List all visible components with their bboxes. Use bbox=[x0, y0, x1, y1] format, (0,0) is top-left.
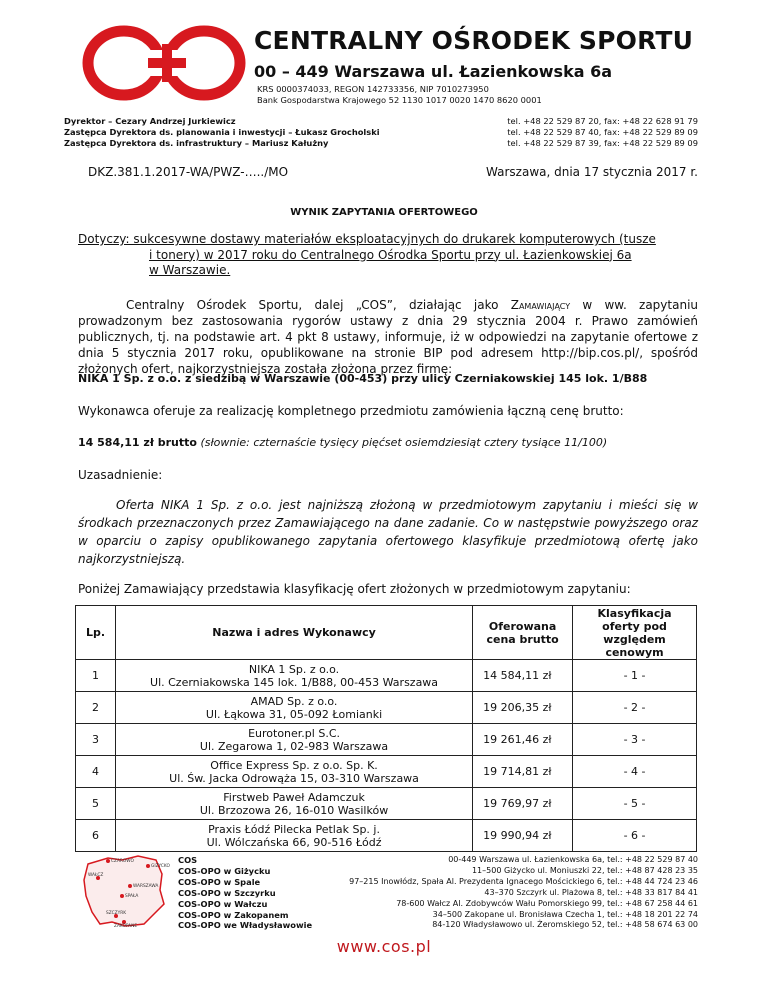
cell-name: Firstweb Paweł Adamczuk Ul. Brzozowa 26, 16-010 Wasilków bbox=[115, 788, 472, 820]
justification-label: Uzasadnienie: bbox=[78, 468, 163, 482]
cos-logo bbox=[78, 20, 250, 106]
svg-text:SZCZYRK: SZCZYRK bbox=[106, 911, 127, 916]
poland-map-icon bbox=[78, 852, 168, 932]
cell-price: 14 584,11 zł bbox=[473, 660, 573, 692]
svg-text:GIŻYCKO: GIŻYCKO bbox=[151, 864, 170, 869]
cell-name: Office Express Sp. z o.o. Sp. K. Ul. Św. Jacka Odrowąża 15, 03-310 Warszawa bbox=[115, 756, 472, 788]
cell-rank: - 6 - bbox=[573, 820, 697, 852]
cell-price: 19 714,81 zł bbox=[473, 756, 573, 788]
cell-rank: - 4 - bbox=[573, 756, 697, 788]
institution-address: 00 – 449 Warszawa ul. Łazienkowska 6a bbox=[254, 62, 612, 81]
document-heading: WYNIK ZAPYTANIA OFERTOWEGO bbox=[290, 207, 478, 218]
cell-lp: 1 bbox=[76, 660, 116, 692]
svg-text:WARSZAWA: WARSZAWA bbox=[133, 884, 159, 889]
table-row bbox=[76, 788, 697, 820]
svg-text:WAŁCZ: WAŁCZ bbox=[88, 873, 104, 878]
cell-rank: - 3 - bbox=[573, 724, 697, 756]
cell-lp: 5 bbox=[76, 788, 116, 820]
website-link[interactable]: www.cos.pl bbox=[336, 937, 432, 956]
cell-price: 19 261,46 zł bbox=[473, 724, 573, 756]
cell-lp: 6 bbox=[76, 820, 116, 852]
header-name: Nazwa i adres Wykonawcy bbox=[115, 606, 472, 660]
cell-rank: - 1 - bbox=[573, 660, 697, 692]
table-row bbox=[76, 820, 697, 852]
cell-lp: 2 bbox=[76, 692, 116, 724]
branch-contacts: 00-449 Warszawa ul. Łazienkowska 6a, tel.: +48 22 529 87 40 11–500 Giżycko ul. Moniuszki 22, tel.: +48 87 428 23 35 97–215 Inowłódz, Spała Al. Prezydenta Ignacego Mościckiego 6, tel.: +48 44 724 23 46 43–370 Szczyrk ul. Plażowa 8, tel.: +48 33 817 84 41 78-600 Wałcz Al. Zdobywców Wału Pomorskiego 99, tel.: +48 67 258 44 61 34–500 Zakopane ul. Bronisława Czecha 1, tel.: +48 18 201 22 74 84-120 Władysławowo ul. Żeromskiego 52, tel.: +48 58 674 63 00 bbox=[349, 855, 698, 930]
winner-line: NIKA 1 Sp. z o.o. z siedzibą w Warszawie (00-453) przy ulicy Czerniakowskiej 145 lok. 1/B88 bbox=[78, 372, 648, 385]
offers-table bbox=[75, 605, 697, 852]
svg-text:CZAROWO: CZAROWO bbox=[111, 859, 134, 864]
svg-text:ZAKOPANE: ZAKOPANE bbox=[114, 924, 138, 929]
cell-name: Praxis Łódź Pilecka Petlak Sp. j. Ul. Wólczańska 66, 90-516 Łódź bbox=[115, 820, 472, 852]
header-lp: Lp. bbox=[76, 606, 116, 660]
registration-info: KRS 0000374033, REGON 142733356, NIP 7010273950 Bank Gospodarstwa Krajowego 52 1130 1017 0020 1470 8620 0001 bbox=[257, 84, 542, 105]
header-rank: Klasyfikacja oferty pod względem cenowym bbox=[573, 606, 697, 660]
offer-text: Wykonawca oferuje za realizację kompletnego przedmiotu zamówienia łączną cenę brutto: bbox=[78, 404, 624, 418]
cell-rank: - 2 - bbox=[573, 692, 697, 724]
classification-intro: Poniżej Zamawiający przedstawia klasyfikację ofert złożonych w przedmiotowym zapytaniu: bbox=[78, 582, 631, 596]
institution-title: CENTRALNY OŚRODEK SPORTU bbox=[254, 26, 694, 55]
table-row bbox=[76, 756, 697, 788]
table-row bbox=[76, 660, 697, 692]
directors-list: Dyrektor – Cezary Andrzej Jurkiewicz Zastępca Dyrektora ds. planowania i inwestycji – Łukasz Grocholski Zastępca Dyrektora ds. infrastruktury – Mariusz Kałużny bbox=[64, 116, 380, 148]
cell-name: NIKA 1 Sp. z o.o. Ul. Czerniakowska 145 lok. 1/B88, 00-453 Warszawa bbox=[115, 660, 472, 692]
cell-price: 19 206,35 zł bbox=[473, 692, 573, 724]
header-price: Oferowana cena brutto bbox=[473, 606, 573, 660]
cell-rank: - 5 - bbox=[573, 788, 697, 820]
cell-price: 19 990,94 zł bbox=[473, 820, 573, 852]
cell-price: 19 769,97 zł bbox=[473, 788, 573, 820]
document-date: Warszawa, dnia 17 stycznia 2017 r. bbox=[486, 165, 698, 179]
justification-text: Oferta NIKA 1 Sp. z o.o. jest najniższą złożoną w przedmiotowym zapytaniu i mieści się w środkach przeznaczonych przez Zamawiającego na dane zadanie. Co w następstwie powyższego oraz w oparciu o zapisy opublikowanego zapytania ofertowego klasyfikuje przedmiotową ofertę jako najkorzystniejszą. bbox=[78, 498, 698, 566]
cell-lp: 4 bbox=[76, 756, 116, 788]
phone-list: tel. +48 22 529 87 20, fax: +48 22 628 91 79 tel. +48 22 529 87 40, fax: +48 22 529 89 09 tel. +48 22 529 87 39, fax: +48 22 529 89 09 bbox=[507, 116, 698, 148]
cell-lp: 3 bbox=[76, 724, 116, 756]
intro-paragraph: Centralny Ośrodek Sportu, dalej „COS”, działając jako Zamawiający w ww. zapytaniu prowadzonym bez zastosowania rygorów ustawy z dnia 29 stycznia 2004 r. Prawo zamówień publicznych, tj. na podstawie art. 4 pkt 8 ustawy, informuje, iż w odpowiedzi na zapytanie ofertowe z dnia 5 stycznia 2017 roku, opublikowane na stronie BIP pod adresem http://bip.cos.pl/, spośród złożonych ofert, najkorzystniejsza została złożona przez firmę: bbox=[78, 298, 699, 376]
document-signature: DKZ.381.1.2017-WA/PWZ-…../MO bbox=[88, 165, 289, 179]
table-row bbox=[76, 724, 697, 756]
cell-name: AMAD Sp. z o.o. Ul. Łąkowa 31, 05-092 Łomianki bbox=[115, 692, 472, 724]
svg-text:SPAŁA: SPAŁA bbox=[125, 894, 139, 899]
price-line: 14 584,11 zł brutto (słownie: czternaście tysięcy pięćset osiemdziesiąt cztery tysiące 11/100) bbox=[78, 436, 608, 449]
cell-name: Eurotoner.pl S.C. Ul. Zegarowa 1, 02-983 Warszawa bbox=[115, 724, 472, 756]
subject-paragraph: Dotyczy: sukcesywne dostawy materiałów eksploatacyjnych do drukarek komputerowych (tusze i tonery) w 2017 roku do Centralnego Ośrodka Sportu przy ul. Łazienkowskiej 6a w Warszawie. bbox=[78, 232, 656, 277]
table-row bbox=[76, 692, 697, 724]
table-header-row bbox=[76, 606, 697, 660]
branch-list: COS COS-OPO w Giżycku COS-OPO w Spale COS-OPO w Szczyrku COS-OPO w Wałczu COS-OPO w Zakopanem COS-OPO we Władysławowie bbox=[178, 855, 313, 931]
